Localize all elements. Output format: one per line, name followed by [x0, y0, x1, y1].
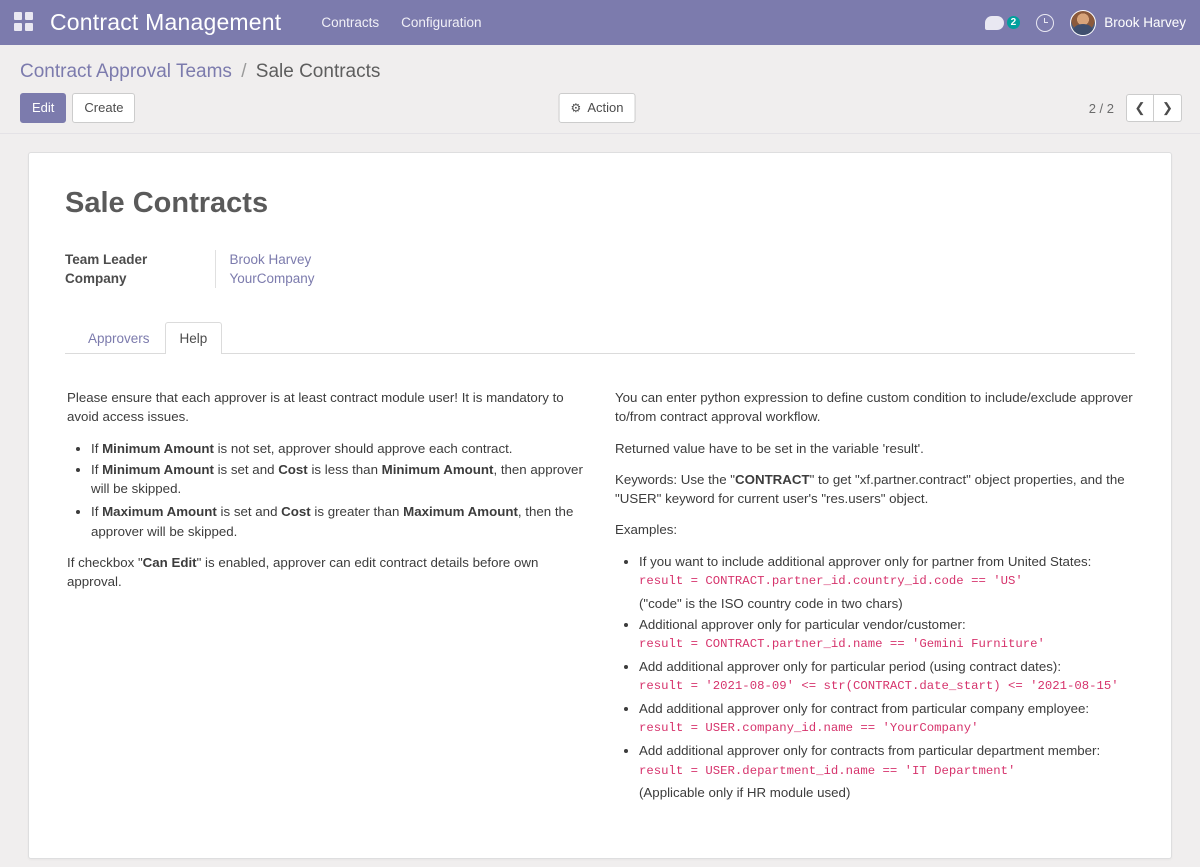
rule-mid-1: is set and [216, 504, 282, 520]
example-text: Add additional approver only for contracts from particular department member: [639, 743, 1101, 759]
breadcrumb-current: Sale Contracts [255, 61, 381, 82]
example-note: ("code" is the ISO country code in two chars) [639, 595, 903, 611]
messages-menu[interactable] [985, 16, 1021, 30]
examples-list [615, 552, 1133, 803]
breadcrumb-parent-link[interactable]: Contract Approval Teams [20, 61, 232, 82]
list-item [91, 502, 585, 541]
example-code: result = USER.department_id.name == 'IT Department' [639, 763, 1016, 778]
create-button[interactable]: Create [72, 93, 135, 123]
field-label-company: Company [65, 271, 127, 286]
app-title: Contract Management [50, 9, 282, 35]
user-menu[interactable] [1070, 10, 1186, 36]
example-text: Add additional approver only for contract from particular company employee: [639, 701, 1090, 717]
example-text: If you want to include additional approver only for partner from United States: [639, 553, 1092, 569]
chat-bubble-icon [985, 16, 1004, 30]
rule-post: , then the approver will be skipped. [91, 504, 574, 539]
help-tab-content [65, 354, 1135, 815]
help-right-column [615, 388, 1133, 815]
rule-bold-3: Minimum Amount [381, 461, 494, 477]
gear-icon: ⚙ [570, 101, 582, 115]
menu-configuration[interactable]: Configuration [401, 15, 482, 30]
example-note: (Applicable only if HR module used) [639, 785, 851, 801]
field-row-team-leader [65, 250, 455, 269]
example-text: Add additional approver only for particular period (using contract dates): [639, 659, 1062, 675]
pager-buttons [1126, 94, 1182, 122]
list-item [639, 657, 1133, 696]
action-menu-wrap [559, 93, 642, 123]
rule-pre: If [91, 461, 103, 477]
list-item [91, 460, 585, 499]
breadcrumb-separator: / [241, 61, 247, 82]
field-label-team-leader: Team Leader [65, 252, 148, 267]
keywords-bold: CONTRACT [735, 471, 810, 487]
field-value-company [215, 269, 455, 288]
menu-contracts[interactable]: Contracts [321, 15, 380, 30]
user-name-label: Brook Harvey [1104, 15, 1186, 30]
tab-approvers[interactable]: Approvers [88, 331, 150, 346]
example-code: result = CONTRACT.partner_id.country_id.code == 'US' [639, 573, 1023, 588]
team-leader-link[interactable]: Brook Harvey [229, 252, 312, 267]
rule-bold-1: Minimum Amount [102, 440, 214, 456]
control-panel [0, 89, 1200, 134]
list-item [639, 552, 1133, 613]
help-python-intro: You can enter python expression to define custom condition to include/exclude approver to/from contract approval workflow. [615, 390, 1133, 425]
rule-pre: If [91, 440, 103, 456]
tab-help[interactable]: Help [165, 322, 223, 354]
example-code: result = '2021-08-09' <= str(CONTRACT.date_start) <= '2021-08-15' [639, 679, 1119, 694]
form-view [0, 134, 1200, 859]
top-navbar [0, 0, 1200, 45]
messages-count-badge: 2 [1007, 16, 1021, 29]
rule-mid-2: is greater than [310, 504, 404, 520]
help-can-edit-note [67, 553, 585, 592]
apps-grid-dot [25, 23, 33, 31]
help-keywords [615, 470, 1133, 509]
help-result-variable: Returned value have to be set in the variable 'result'. [615, 440, 924, 456]
list-item [639, 741, 1133, 802]
rule-bold-2: Cost [281, 504, 311, 520]
help-intro-text: Please ensure that each approver is at least contract module user! It is mandatory to avoid access issues. [67, 390, 564, 425]
clock-icon[interactable] [1036, 14, 1054, 32]
pager [1089, 94, 1182, 122]
examples-label: Examples: [615, 522, 678, 538]
apps-grid-icon[interactable] [14, 12, 36, 34]
example-code: result = USER.company_id.name == 'YourCompany' [639, 721, 979, 736]
list-item [639, 699, 1133, 738]
chevron-left-icon[interactable]: ❮ [1126, 94, 1154, 122]
page-title: Sale Contracts [65, 187, 269, 219]
rule-mid-2: is less than [307, 461, 382, 477]
list-item [639, 615, 1133, 654]
rule-bold-1: Maximum Amount [102, 504, 217, 520]
record-sheet [28, 152, 1172, 859]
rule-pre: If [91, 504, 103, 520]
apps-grid-dot [14, 12, 22, 20]
help-left-column [67, 388, 585, 815]
can-edit-post: " is enabled, approver can edit contract details before own approval. [67, 554, 539, 590]
field-group [65, 250, 455, 288]
list-item [91, 439, 585, 458]
chevron-right-icon[interactable]: ❯ [1154, 94, 1182, 122]
breadcrumb [0, 45, 1200, 89]
can-edit-pre: If checkbox " [67, 554, 143, 570]
action-button[interactable] [559, 93, 636, 123]
action-button-label: Action [587, 100, 624, 115]
avatar [1070, 10, 1096, 36]
keywords-post: " to get "xf.partner.contract" object properties, and the "USER" keyword for current user's "res.users" object. [615, 471, 1125, 507]
field-row-company [65, 269, 455, 288]
notebook-tabs [65, 322, 1135, 354]
rule-mid-1: is not set, approver should approve each contract. [213, 440, 513, 456]
company-link[interactable]: YourCompany [229, 271, 315, 286]
help-rules-list [67, 439, 585, 541]
topbar-right-group [985, 10, 1186, 36]
pager-counter: 2 / 2 [1088, 100, 1114, 116]
rule-bold-2: Cost [278, 461, 308, 477]
field-value-team-leader [215, 250, 455, 269]
can-edit-bold: Can Edit [142, 554, 197, 570]
keywords-pre: Keywords: Use the " [615, 471, 736, 487]
notebook [65, 322, 1135, 815]
rule-mid-1: is set and [213, 461, 279, 477]
rule-bold-1: Minimum Amount [102, 461, 214, 477]
edit-button[interactable]: Edit [20, 93, 66, 123]
rule-post: , then approver will be skipped. [91, 461, 583, 497]
example-code: result = CONTRACT.partner_id.name == 'Gemini Furniture' [639, 637, 1045, 652]
apps-grid-dot [14, 23, 22, 31]
rule-bold-3: Maximum Amount [403, 504, 518, 520]
example-text: Additional approver only for particular vendor/customer: [639, 616, 966, 632]
apps-grid-dot [25, 12, 33, 20]
